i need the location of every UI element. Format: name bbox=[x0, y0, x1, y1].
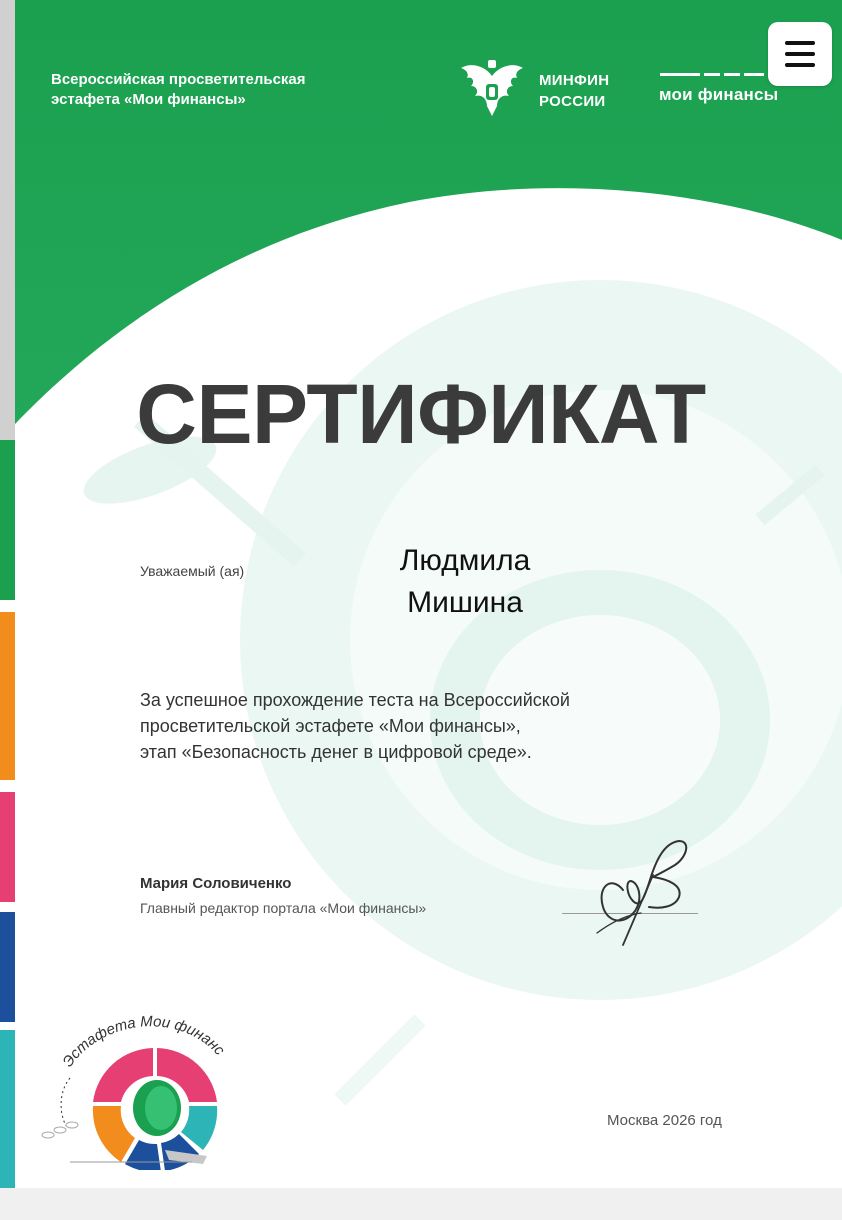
brand-logo-text: мои финансы bbox=[659, 85, 779, 104]
certificate-body bbox=[140, 687, 700, 765]
stripe-teal bbox=[0, 1030, 15, 1188]
recipient-first-name: Людмила bbox=[399, 544, 531, 577]
relay-logo bbox=[30, 1000, 230, 1170]
stripe-orange bbox=[0, 612, 15, 780]
body-line-2: просветительской эстафете «Мои финансы», bbox=[140, 716, 521, 736]
double-headed-eagle-icon bbox=[457, 58, 527, 124]
recipient-last-name: Мишина bbox=[407, 586, 523, 619]
handwritten-signature bbox=[583, 835, 703, 950]
stripe-green bbox=[0, 440, 15, 600]
greeting-label: Уважаемый (ая) bbox=[140, 563, 245, 579]
relay-logo-arc-text: Эстафета Мои финанс bbox=[59, 1013, 228, 1071]
hamburger-menu-button[interactable] bbox=[768, 22, 832, 86]
place-and-year: Москва 2026 год bbox=[607, 1112, 722, 1129]
organizer-text bbox=[51, 70, 351, 110]
organizer-line-1: Всероссийская просветительская bbox=[51, 71, 306, 88]
menu-bar-3 bbox=[785, 63, 815, 67]
signer-name: Мария Соловиченко bbox=[140, 875, 292, 892]
ministry-name bbox=[539, 70, 649, 112]
body-line-1: За успешное прохождение теста на Всероссийской bbox=[140, 690, 570, 710]
relay-logo-graphic bbox=[30, 1000, 230, 1170]
recipient-name bbox=[350, 540, 580, 624]
ministry-line-1: МИНФИН bbox=[539, 72, 610, 89]
certificate-title: СЕРТИФИКАТ bbox=[136, 367, 706, 461]
bottom-bar bbox=[0, 1188, 842, 1220]
body-line-3: этап «Безопасность денег в цифровой среде». bbox=[140, 742, 532, 762]
organizer-line-2: эстафета «Мои финансы» bbox=[51, 91, 246, 108]
ministry-line-2: РОССИИ bbox=[539, 93, 606, 110]
menu-bar-2 bbox=[785, 52, 815, 56]
stripe-pink bbox=[0, 792, 15, 902]
signer-role: Главный редактор портала «Мои финансы» bbox=[140, 900, 427, 916]
stripe-blue bbox=[0, 912, 15, 1022]
menu-bar-1 bbox=[785, 41, 815, 45]
